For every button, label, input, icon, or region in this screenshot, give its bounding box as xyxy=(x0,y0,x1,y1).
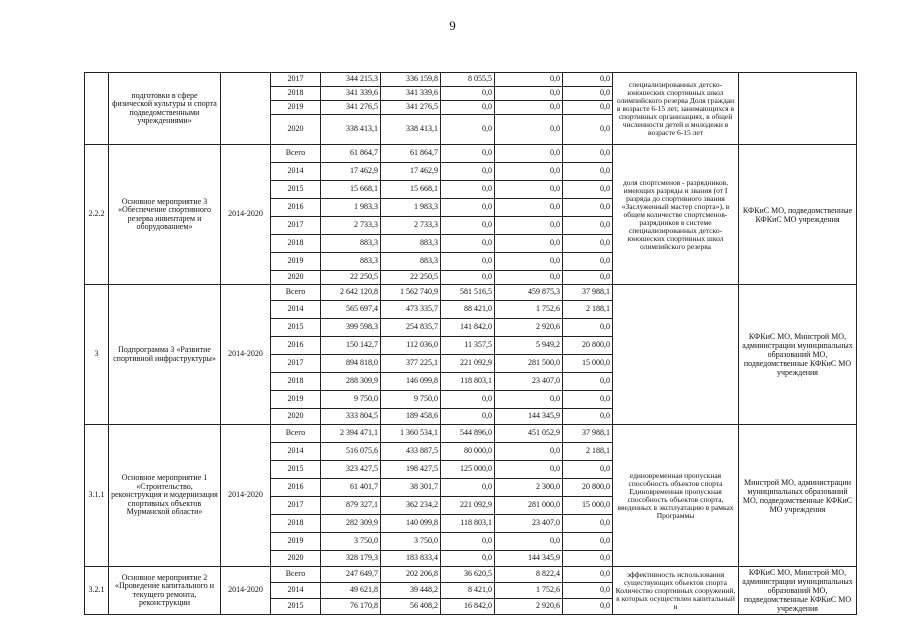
total-cell: 61 864,7 xyxy=(321,145,381,163)
other-sources-cell: 20 800,0 xyxy=(563,479,613,497)
local-budget-cell: 0,0 xyxy=(495,533,563,551)
federal-budget-cell: 221 092,9 xyxy=(441,497,495,515)
local-budget-cell: 0,0 xyxy=(495,181,563,199)
year-cell: 2018 xyxy=(271,515,321,533)
item-period xyxy=(221,73,271,145)
local-budget-cell: 144 345,9 xyxy=(495,551,563,567)
federal-budget-cell: 8 421,0 xyxy=(441,583,495,599)
item-period: 2014-2020 xyxy=(221,567,271,615)
year-cell: 2015 xyxy=(271,461,321,479)
year-cell: 2017 xyxy=(271,355,321,373)
other-sources-cell: 0,0 xyxy=(563,391,613,409)
other-sources-cell: 15 000,0 xyxy=(563,497,613,515)
other-sources-cell: 0,0 xyxy=(563,515,613,533)
year-cell: 2018 xyxy=(271,87,321,101)
federal-budget-cell: 118 803,1 xyxy=(441,515,495,533)
federal-budget-cell: 0,0 xyxy=(441,235,495,253)
other-sources-cell: 0,0 xyxy=(563,163,613,181)
total-cell: 150 142,7 xyxy=(321,337,381,355)
local-budget-cell: 0,0 xyxy=(495,271,563,285)
other-sources-cell: 0,0 xyxy=(563,101,613,115)
federal-budget-cell: 0,0 xyxy=(441,409,495,425)
year-cell: 2015 xyxy=(271,181,321,199)
total-cell: 338 413,1 xyxy=(321,115,381,145)
indicator-cell: единовременная пропускная способность объектов спорта Единовременная пропускная способность объектов спорта, введенных в эксплуатацию в рамках Программы xyxy=(613,425,739,567)
responsible-cell: КФКиС МО, подведомственные КФКиС МО учреждения xyxy=(739,145,857,285)
local-budget-cell: 0,0 xyxy=(495,461,563,479)
local-budget-cell: 2 300,0 xyxy=(495,479,563,497)
federal-budget-cell: 125 000,0 xyxy=(441,461,495,479)
year-cell: 2020 xyxy=(271,409,321,425)
total-cell: 61 401,7 xyxy=(321,479,381,497)
year-cell: 2017 xyxy=(271,217,321,235)
total-cell: 894 818,0 xyxy=(321,355,381,373)
total-cell: 399 598,3 xyxy=(321,319,381,337)
other-sources-cell: 0,0 xyxy=(563,533,613,551)
total-cell: 565 697,4 xyxy=(321,301,381,319)
other-sources-cell: 20 800,0 xyxy=(563,337,613,355)
regional-budget-cell: 189 458,6 xyxy=(381,409,441,425)
local-budget-cell: 2 920,6 xyxy=(495,599,563,615)
total-cell: 1 983,3 xyxy=(321,199,381,217)
regional-budget-cell: 146 099,8 xyxy=(381,373,441,391)
federal-budget-cell: 0,0 xyxy=(441,181,495,199)
regional-budget-cell: 17 462,9 xyxy=(381,163,441,181)
total-cell: 9 750,0 xyxy=(321,391,381,409)
indicator-cell: специализированных детско-юношеских спортивных школ олимпийского резерва Доля граждан в возрасте 6-15 лет, занимающихся в спортивных организациях, в общей численности детей и молодежи в возрасте 6-15 лет xyxy=(613,73,739,145)
other-sources-cell: 0,0 xyxy=(563,253,613,271)
total-cell: 344 215,3 xyxy=(321,73,381,87)
federal-budget-cell: 88 421,0 xyxy=(441,301,495,319)
regional-budget-cell: 341 339,6 xyxy=(381,87,441,101)
other-sources-cell: 37 988,1 xyxy=(563,285,613,301)
regional-budget-cell: 3 750,0 xyxy=(381,533,441,551)
total-cell: 328 179,3 xyxy=(321,551,381,567)
federal-budget-cell: 0,0 xyxy=(441,271,495,285)
regional-budget-cell: 341 276,5 xyxy=(381,101,441,115)
year-cell: 2019 xyxy=(271,391,321,409)
responsible-cell: КФКиС МО, Минстрой МО, администрации муниципальных образований МО, подведомственные КФКиС МО учреждения xyxy=(739,285,857,425)
year-cell: 2018 xyxy=(271,235,321,253)
local-budget-cell: 0,0 xyxy=(495,253,563,271)
other-sources-cell: 0,0 xyxy=(563,181,613,199)
year-cell: 2018 xyxy=(271,373,321,391)
total-cell: 3 750,0 xyxy=(321,533,381,551)
local-budget-cell: 0,0 xyxy=(495,163,563,181)
local-budget-cell: 0,0 xyxy=(495,235,563,253)
item-code: 3 xyxy=(85,285,109,425)
total-cell: 879 327,1 xyxy=(321,497,381,515)
federal-budget-cell: 581 516,5 xyxy=(441,285,495,301)
year-cell: 2019 xyxy=(271,533,321,551)
item-name: Основное мероприятие 2 «Проведение капитального и текущего ремонта, реконструкции xyxy=(109,567,221,615)
year-cell: Всего xyxy=(271,145,321,163)
regional-budget-cell: 362 234,2 xyxy=(381,497,441,515)
total-cell: 516 075,6 xyxy=(321,443,381,461)
total-cell: 883,3 xyxy=(321,253,381,271)
year-cell: 2019 xyxy=(271,101,321,115)
local-budget-cell: 5 949,2 xyxy=(495,337,563,355)
other-sources-cell: 0,0 xyxy=(563,87,613,101)
total-cell: 2 642 120,8 xyxy=(321,285,381,301)
year-cell: Всего xyxy=(271,285,321,301)
local-budget-cell: 0,0 xyxy=(495,217,563,235)
item-code: 3.1.1 xyxy=(85,425,109,567)
regional-budget-cell: 1 360 534,1 xyxy=(381,425,441,443)
regional-budget-cell: 22 250,5 xyxy=(381,271,441,285)
federal-budget-cell: 0,0 xyxy=(441,217,495,235)
local-budget-cell: 281 500,0 xyxy=(495,355,563,373)
total-cell: 2 733,3 xyxy=(321,217,381,235)
table-row xyxy=(85,567,857,583)
regional-budget-cell: 883,3 xyxy=(381,253,441,271)
federal-budget-cell: 0,0 xyxy=(441,163,495,181)
other-sources-cell: 0,0 xyxy=(563,115,613,145)
year-cell: 2015 xyxy=(271,319,321,337)
other-sources-cell: 0,0 xyxy=(563,235,613,253)
year-cell: 2014 xyxy=(271,583,321,599)
other-sources-cell: 0,0 xyxy=(563,73,613,87)
local-budget-cell: 459 875,3 xyxy=(495,285,563,301)
federal-budget-cell: 544 896,0 xyxy=(441,425,495,443)
year-cell: 2017 xyxy=(271,497,321,515)
federal-budget-cell: 36 620,5 xyxy=(441,567,495,583)
federal-budget-cell: 0,0 xyxy=(441,145,495,163)
federal-budget-cell: 0,0 xyxy=(441,101,495,115)
federal-budget-cell: 16 842,0 xyxy=(441,599,495,615)
federal-budget-cell: 80 000,0 xyxy=(441,443,495,461)
other-sources-cell: 0,0 xyxy=(563,567,613,583)
item-period: 2014-2020 xyxy=(221,285,271,425)
local-budget-cell: 23 407,0 xyxy=(495,515,563,533)
federal-budget-cell: 11 357,5 xyxy=(441,337,495,355)
item-name: подготовки в сфере физической культуры и спорта подведомственными учреждениями» xyxy=(109,73,221,145)
year-cell: 2015 xyxy=(271,599,321,615)
regional-budget-cell: 61 864,7 xyxy=(381,145,441,163)
year-cell: 2016 xyxy=(271,199,321,217)
regional-budget-cell: 338 413,1 xyxy=(381,115,441,145)
regional-budget-cell: 38 301,7 xyxy=(381,479,441,497)
regional-budget-cell: 183 833,4 xyxy=(381,551,441,567)
year-cell: 2020 xyxy=(271,115,321,145)
local-budget-cell: 1 752,6 xyxy=(495,301,563,319)
local-budget-cell: 2 920,6 xyxy=(495,319,563,337)
other-sources-cell: 0,0 xyxy=(563,271,613,285)
total-cell: 49 621,8 xyxy=(321,583,381,599)
local-budget-cell: 0,0 xyxy=(495,73,563,87)
local-budget-cell: 0,0 xyxy=(495,145,563,163)
table-row xyxy=(85,425,857,443)
funding-table xyxy=(84,72,857,615)
local-budget-cell: 0,0 xyxy=(495,115,563,145)
total-cell: 76 170,8 xyxy=(321,599,381,615)
regional-budget-cell: 1 562 740,9 xyxy=(381,285,441,301)
regional-budget-cell: 15 668,1 xyxy=(381,181,441,199)
local-budget-cell: 0,0 xyxy=(495,87,563,101)
regional-budget-cell: 1 983,3 xyxy=(381,199,441,217)
federal-budget-cell: 0,0 xyxy=(441,479,495,497)
other-sources-cell: 0,0 xyxy=(563,319,613,337)
local-budget-cell: 144 345,9 xyxy=(495,409,563,425)
other-sources-cell: 0,0 xyxy=(563,373,613,391)
regional-budget-cell: 377 225,1 xyxy=(381,355,441,373)
other-sources-cell: 0,0 xyxy=(563,599,613,615)
table-row xyxy=(85,73,857,87)
regional-budget-cell: 433 887,5 xyxy=(381,443,441,461)
indicator-cell xyxy=(613,285,739,425)
indicator-cell: доля спортсменов - разрядников, имеющих разряды и звания (от I разряда до спортивного звания «Заслуженный мастер спорта»), в общем количестве спортсменов-разрядников в системе специализированных детско-юношеских спортивных школ олимпийского резерва xyxy=(613,145,739,285)
regional-budget-cell: 883,3 xyxy=(381,235,441,253)
indicator-cell: эффективность использования существующих объектов спорта Количество спортивных сооружений, в которых осуществлен капитальный и xyxy=(613,567,739,615)
total-cell: 247 649,7 xyxy=(321,567,381,583)
other-sources-cell: 0,0 xyxy=(563,199,613,217)
item-code xyxy=(85,73,109,145)
total-cell: 883,3 xyxy=(321,235,381,253)
local-budget-cell: 281 000,0 xyxy=(495,497,563,515)
year-cell: 2017 xyxy=(271,73,321,87)
other-sources-cell: 0,0 xyxy=(563,145,613,163)
regional-budget-cell: 473 335,7 xyxy=(381,301,441,319)
other-sources-cell: 0,0 xyxy=(563,583,613,599)
regional-budget-cell: 2 733,3 xyxy=(381,217,441,235)
regional-budget-cell: 39 448,2 xyxy=(381,583,441,599)
total-cell: 282 309,9 xyxy=(321,515,381,533)
item-name: Подпрограмма 3 «Развитие спортивной инфраструктуры» xyxy=(109,285,221,425)
federal-budget-cell: 0,0 xyxy=(441,115,495,145)
other-sources-cell: 15 000,0 xyxy=(563,355,613,373)
federal-budget-cell: 0,0 xyxy=(441,253,495,271)
total-cell: 15 668,1 xyxy=(321,181,381,199)
item-name: Основное мероприятие 3 «Обеспечение спортивного резерва инвентарем и оборудованием» xyxy=(109,145,221,285)
responsible-cell: КФКиС МО, Минстрой МО, администрации муниципальных образований МО, подведомственные КФКиС МО учреждения xyxy=(739,567,857,615)
total-cell: 17 462,9 xyxy=(321,163,381,181)
other-sources-cell: 2 188,1 xyxy=(563,301,613,319)
year-cell: 2016 xyxy=(271,479,321,497)
local-budget-cell: 0,0 xyxy=(495,443,563,461)
total-cell: 341 276,5 xyxy=(321,101,381,115)
federal-budget-cell: 0,0 xyxy=(441,199,495,217)
other-sources-cell: 2 188,1 xyxy=(563,443,613,461)
table-row xyxy=(85,285,857,301)
local-budget-cell: 0,0 xyxy=(495,391,563,409)
total-cell: 341 339,6 xyxy=(321,87,381,101)
year-cell: Всего xyxy=(271,425,321,443)
year-cell: 2020 xyxy=(271,551,321,567)
local-budget-cell: 1 752,6 xyxy=(495,583,563,599)
local-budget-cell: 8 822,4 xyxy=(495,567,563,583)
regional-budget-cell: 202 206,8 xyxy=(381,567,441,583)
regional-budget-cell: 9 750,0 xyxy=(381,391,441,409)
regional-budget-cell: 112 036,0 xyxy=(381,337,441,355)
total-cell: 288 309,9 xyxy=(321,373,381,391)
year-cell: 2019 xyxy=(271,253,321,271)
federal-budget-cell: 0,0 xyxy=(441,87,495,101)
federal-budget-cell: 221 092,9 xyxy=(441,355,495,373)
local-budget-cell: 451 052,9 xyxy=(495,425,563,443)
federal-budget-cell: 141 842,0 xyxy=(441,319,495,337)
federal-budget-cell: 118 803,1 xyxy=(441,373,495,391)
local-budget-cell: 23 407,0 xyxy=(495,373,563,391)
federal-budget-cell: 0,0 xyxy=(441,391,495,409)
responsible-cell: Минстрой МО, администрации муниципальных образований МО, подведомственные КФКиС МО учреждения xyxy=(739,425,857,567)
year-cell: 2016 xyxy=(271,337,321,355)
regional-budget-cell: 254 835,7 xyxy=(381,319,441,337)
regional-budget-cell: 56 408,2 xyxy=(381,599,441,615)
year-cell: 2014 xyxy=(271,301,321,319)
other-sources-cell: 37 988,1 xyxy=(563,425,613,443)
page-number: 9 xyxy=(449,18,456,33)
regional-budget-cell: 198 427,5 xyxy=(381,461,441,479)
total-cell: 22 250,5 xyxy=(321,271,381,285)
item-name: Основное мероприятие 1 «Строительство, реконструкция и модернизация спортивных объектов Мурманской области» xyxy=(109,425,221,567)
local-budget-cell: 0,0 xyxy=(495,101,563,115)
regional-budget-cell: 140 099,8 xyxy=(381,515,441,533)
year-cell: 2014 xyxy=(271,163,321,181)
item-code: 2.2.2 xyxy=(85,145,109,285)
year-cell: Всего xyxy=(271,567,321,583)
local-budget-cell: 0,0 xyxy=(495,199,563,217)
federal-budget-cell: 0,0 xyxy=(441,551,495,567)
federal-budget-cell: 0,0 xyxy=(441,533,495,551)
item-code: 3.2.1 xyxy=(85,567,109,615)
total-cell: 323 427,5 xyxy=(321,461,381,479)
item-period: 2014-2020 xyxy=(221,145,271,285)
other-sources-cell: 0,0 xyxy=(563,551,613,567)
regional-budget-cell: 336 159,8 xyxy=(381,73,441,87)
table-row xyxy=(85,145,857,163)
item-period: 2014-2020 xyxy=(221,425,271,567)
other-sources-cell: 0,0 xyxy=(563,409,613,425)
year-cell: 2020 xyxy=(271,271,321,285)
federal-budget-cell: 8 055,5 xyxy=(441,73,495,87)
year-cell: 2014 xyxy=(271,443,321,461)
responsible-cell xyxy=(739,73,857,145)
total-cell: 2 394 471,1 xyxy=(321,425,381,443)
total-cell: 333 804,5 xyxy=(321,409,381,425)
other-sources-cell: 0,0 xyxy=(563,217,613,235)
other-sources-cell: 0,0 xyxy=(563,461,613,479)
